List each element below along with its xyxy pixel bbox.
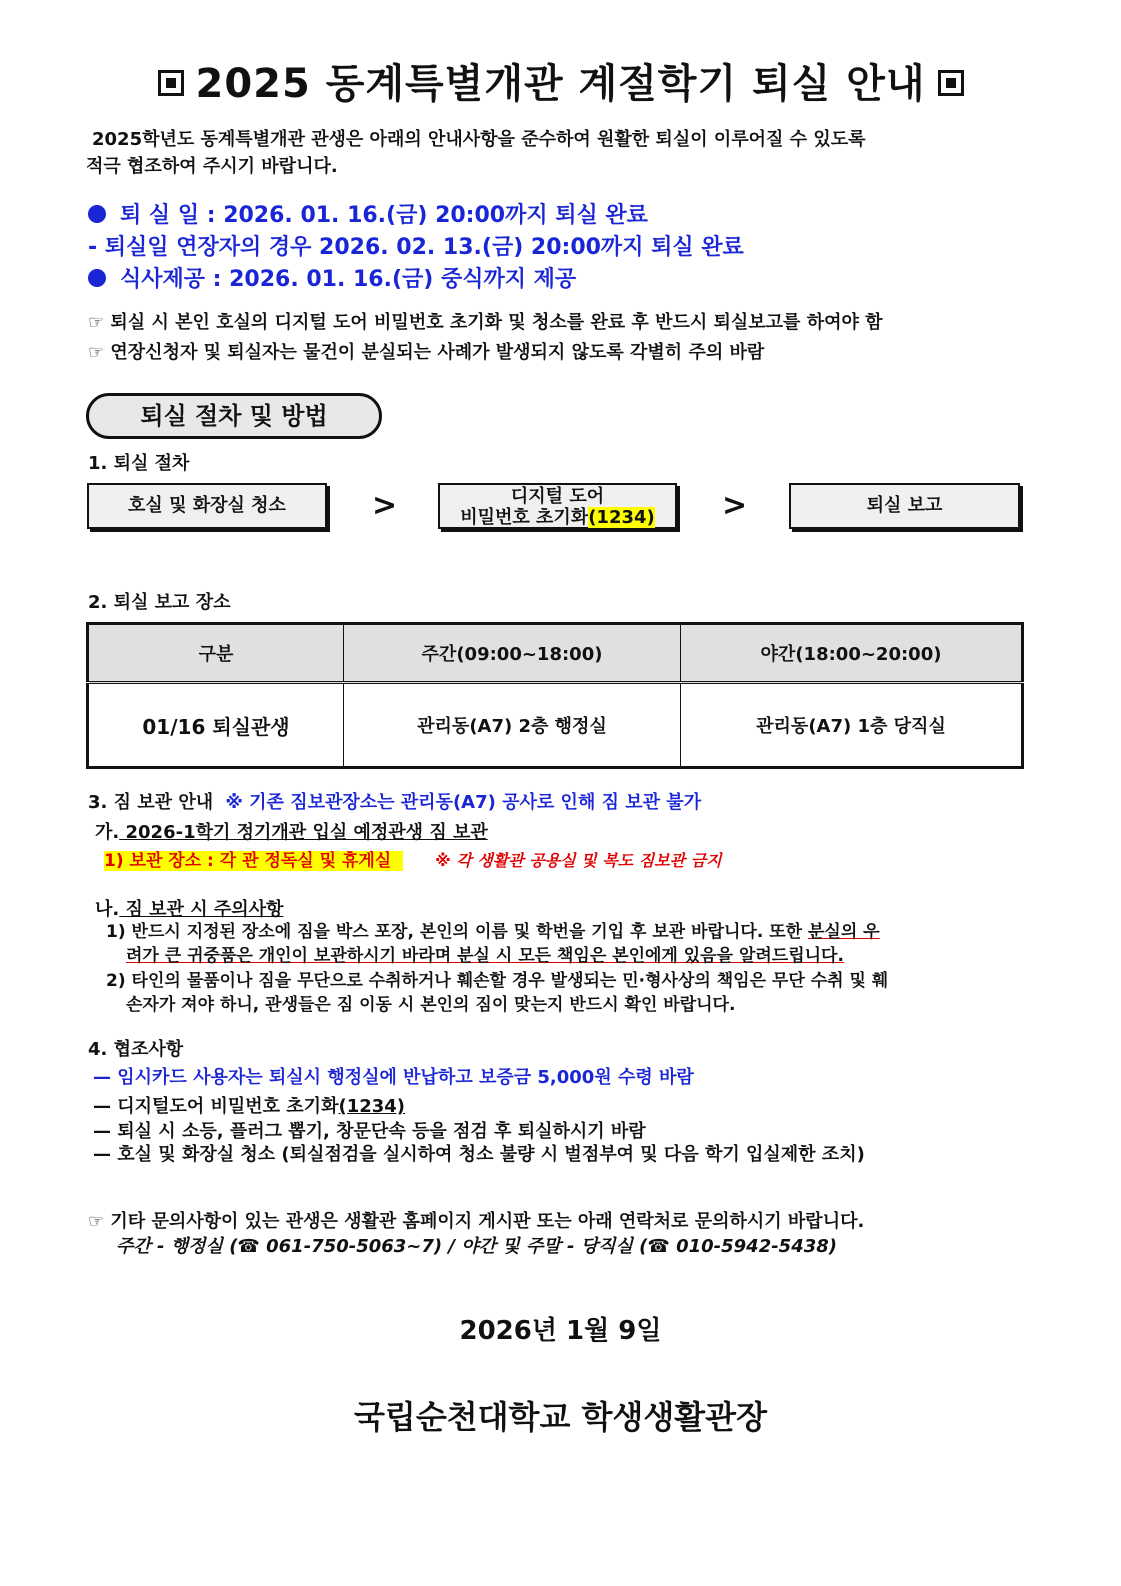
cooperation-code: (1234) [338,1096,406,1117]
caution-1-underlined: 려가 큰 귀중품은 개인이 보관하시기 바라며 분실 시 모든 책임은 본인에게 있음을 알려드립니다. [126,946,844,966]
table-cell: 관리동(A7) 1층 당직실 [681,683,1023,768]
step-reset-text: 비밀번호 초기화 [460,507,589,528]
storage-heading-note: ※ 기존 짐보관장소는 관리동(A7) 공사로 인해 짐 보관 불가 [225,792,702,813]
sub-a-prefix: 가. [95,822,120,843]
procedure-step-clean: 호실 및 화장실 청소 [87,483,327,529]
procedure-heading: 1. 퇴실 절차 [88,453,190,474]
title-text: 2025 동계특별개관 계절학기 퇴실 안내 [195,61,926,107]
storage-heading [88,788,701,814]
step-reset-line1: 디지털 도어 [510,486,605,507]
meal-date [88,262,576,293]
table-cell: 01/16 퇴실관생 [88,683,344,768]
arrow-right-icon: > [372,488,398,523]
section-heading-pill: 퇴실 절차 및 방법 [86,393,382,439]
table-header-row [88,624,1023,683]
bullet-icon [88,269,106,287]
step-reset-line2 [440,507,675,528]
table-cell: 관리동(A7) 2층 행정실 [344,683,681,768]
table-header-cell: 야간(18:00~20:00) [681,624,1023,683]
square-bullet-icon [938,70,964,96]
cooperation-item: — 호실 및 화장실 청소 (퇴실점검을 실시하여 청소 불량 시 벌점부여 및 다음 학기 입실제한 조치) [93,1144,865,1165]
report-table [86,622,1024,769]
storage-sub-b [95,895,283,921]
sub-b-text: 짐 보관 시 주의사항 [119,899,284,920]
table-header-cell: 주간(09:00~18:00) [344,624,681,683]
caution-1-text: 1) 반드시 지정된 장소에 짐을 박스 포장, 본인의 이름 및 학번을 기입 후 보관 바랍니다. 또한 [106,922,808,942]
sub-a-text: 2026-1학기 정기개관 입실 예정관생 짐 보관 [119,822,488,843]
page-title [0,52,1121,109]
document-date: 2026년 1월 9일 [459,1316,662,1346]
storage-caution-2 [106,969,888,1017]
bullet-icon [88,205,106,223]
caution-1-line1 [106,920,880,944]
arrow-right-icon: > [722,488,748,523]
storage-sub-a [95,818,488,844]
square-bullet-icon [158,70,184,96]
cooperation-item-text: — 디지털도어 비밀번호 초기화 [93,1096,339,1117]
extension-date: - 퇴실일 연장자의 경우 2026. 02. 13.(금) 20:00까지 퇴실 완료 [88,235,744,260]
table-row [88,683,1023,768]
procedure-step-report: 퇴실 보고 [789,483,1020,529]
cooperation-item: — 임시카드 사용자는 퇴실시 행정실에 반납하고 보증금 5,000원 수령 바람 [93,1067,694,1088]
contact-line: ☞ 기타 문의사항이 있는 관생은 생활관 홈페이지 게시판 또는 아래 연락처로 문의하시기 바랍니다. [88,1211,865,1232]
intro-line: 2025학년도 동계특별개관 관생은 아래의 안내사항을 준수하여 원활한 퇴실이 이루어질 수 있도록 [92,129,866,150]
meal-date-text: 식사제공 : 2026. 01. 16.(금) 중식까지 제공 [120,267,577,292]
storage-place [104,846,722,871]
table-header-cell: 구분 [88,624,344,683]
caution-1-underlined: 분실의 우 [807,922,880,942]
signature: 국립순천대학교 학생생활관장 [354,1398,767,1436]
cooperation-item [93,1092,405,1118]
caution-2-line1: 2) 타인의 물품이나 짐을 무단으로 수취하거나 훼손할 경우 발생되는 민·형사상의 책임은 무단 수취 및 훼 [106,971,889,991]
cooperation-heading: 4. 협조사항 [88,1039,184,1060]
storage-heading-text: 3. 짐 보관 안내 [88,792,214,813]
intro-line: 적극 협조하여 주시기 바랍니다. [86,156,338,177]
intro-paragraph [86,126,866,180]
notice-item: ☞ 퇴실 시 본인 호실의 디지털 도어 비밀번호 초기화 및 청소를 완료 후 반드시 퇴실보고를 하여야 함 [88,312,883,333]
notice-item: ☞ 연장신청자 및 퇴실자는 물건이 분실되는 사례가 발생되지 않도록 각별히 주의 바람 [88,342,765,363]
caution-1-line2 [106,944,880,968]
step-reset-code: (1234) [588,507,655,528]
caution-2-line2: 손자가 져야 하니, 관생들은 짐 이동 시 본인의 짐이 맞는지 반드시 확인 바랍니다. [126,995,736,1015]
checkout-date-text: 퇴 실 일 : 2026. 01. 16.(금) 20:00까지 퇴실 완료 [120,203,648,228]
storage-place-note: ※ 각 생활관 공용실 및 복도 짐보관 금지 [435,851,722,870]
sub-b-prefix: 나. [95,899,120,920]
checkout-date [88,198,648,229]
storage-caution-1 [106,920,880,968]
storage-place-text: 1) 보관 장소 : 각 관 정독실 및 휴게실 [104,851,403,871]
cooperation-item: — 퇴실 시 소등, 플러그 뽑기, 창문단속 등을 점검 후 퇴실하시기 바람 [93,1121,646,1142]
contact-phones: 주간 - 행정실 (☎ 061-750-5063~7) / 야간 및 주말 - 당직실 (☎ 010-5942-5438) [116,1236,838,1257]
procedure-step-reset [438,483,677,529]
report-heading: 2. 퇴실 보고 장소 [88,592,231,613]
